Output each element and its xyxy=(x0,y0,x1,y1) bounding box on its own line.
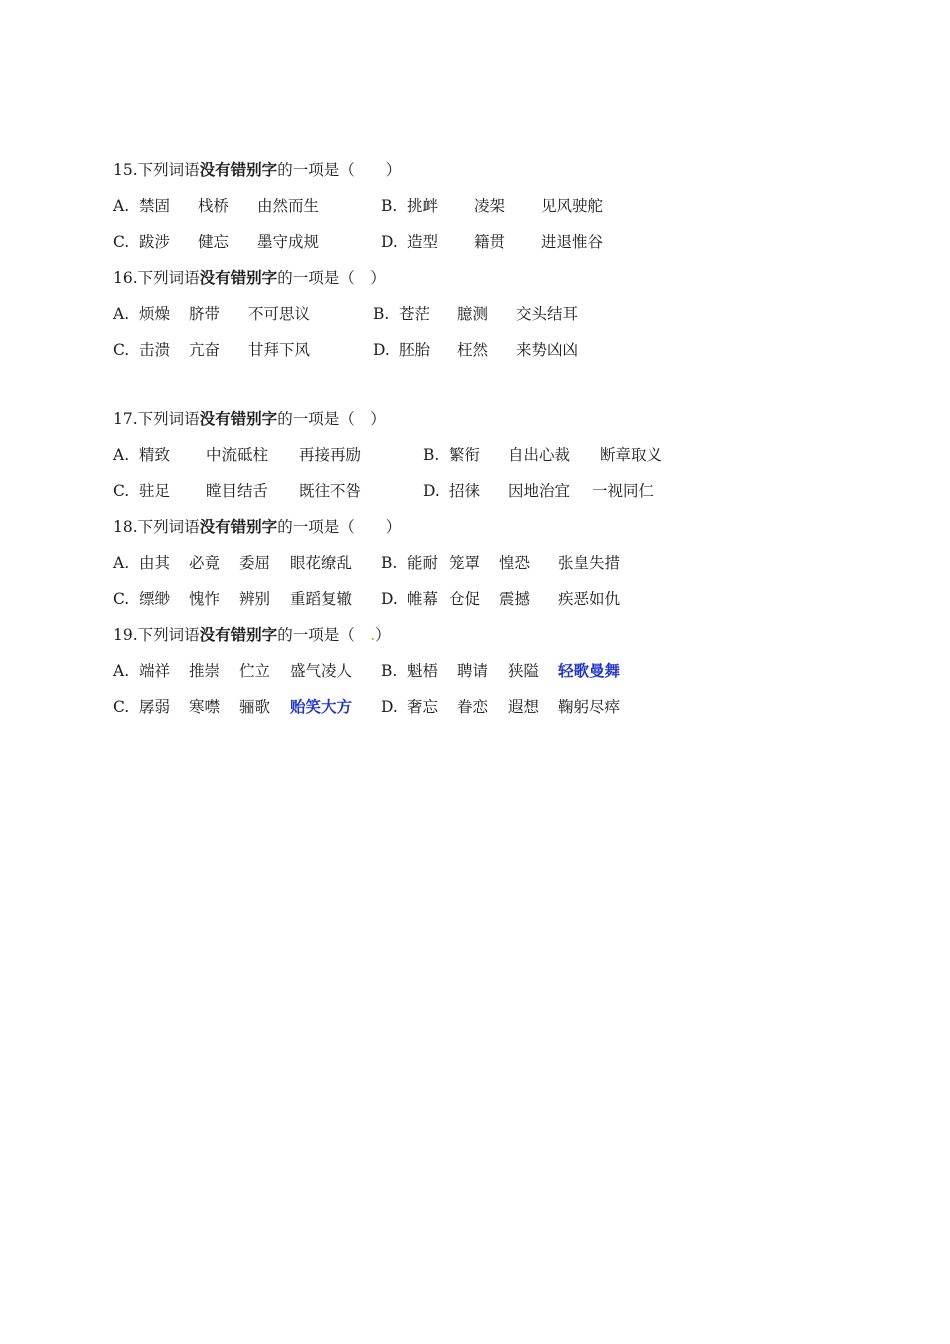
question-15-stem: 15.下列词语没有错别字的一项是（ ） xyxy=(113,161,402,179)
option-label: B. xyxy=(373,305,390,323)
option-label: A. xyxy=(113,446,130,464)
option-label: A. xyxy=(113,197,130,215)
option-label: D. xyxy=(381,590,398,608)
question-19-stem: 19.下列词语没有错别字的一项是（ .） xyxy=(113,626,391,644)
option-label: A. xyxy=(113,305,130,323)
highlighted-answer: 贻笑大方 xyxy=(290,697,353,716)
answer-blank xyxy=(355,518,386,536)
option-label: D. xyxy=(373,341,390,359)
question-number: 17. xyxy=(113,410,138,428)
answer-blank xyxy=(355,161,386,179)
option-label: D. xyxy=(381,698,398,716)
question-number: 16. xyxy=(113,269,138,287)
answer-blank xyxy=(355,410,371,428)
option-label: B. xyxy=(381,554,398,572)
option-label: C. xyxy=(113,482,130,500)
option-label: A. xyxy=(113,554,130,572)
question-18-stem: 18.下列词语没有错别字的一项是（ ） xyxy=(113,518,402,536)
question-number: 19. xyxy=(113,626,138,644)
option-label: B. xyxy=(381,197,398,215)
option-label: D. xyxy=(381,233,398,251)
question-number: 15. xyxy=(113,161,138,179)
answer-blank xyxy=(355,626,371,644)
option-label: C. xyxy=(113,341,130,359)
answer-mark: . xyxy=(370,626,376,644)
option-label: C. xyxy=(113,233,130,251)
answer-blank xyxy=(355,269,371,287)
option-label: B. xyxy=(381,662,398,680)
option-label: C. xyxy=(113,698,130,716)
option-label: C. xyxy=(113,590,130,608)
option-label: B. xyxy=(423,446,440,464)
question-number: 18. xyxy=(113,518,138,536)
option-label: A. xyxy=(113,662,130,680)
question-17-stem: 17.下列词语没有错别字的一项是（ ） xyxy=(113,410,386,428)
highlighted-answer: 轻歌曼舞 xyxy=(558,661,621,680)
question-16-stem: 16.下列词语没有错别字的一项是（ ） xyxy=(113,269,386,287)
option-label: D. xyxy=(423,482,440,500)
